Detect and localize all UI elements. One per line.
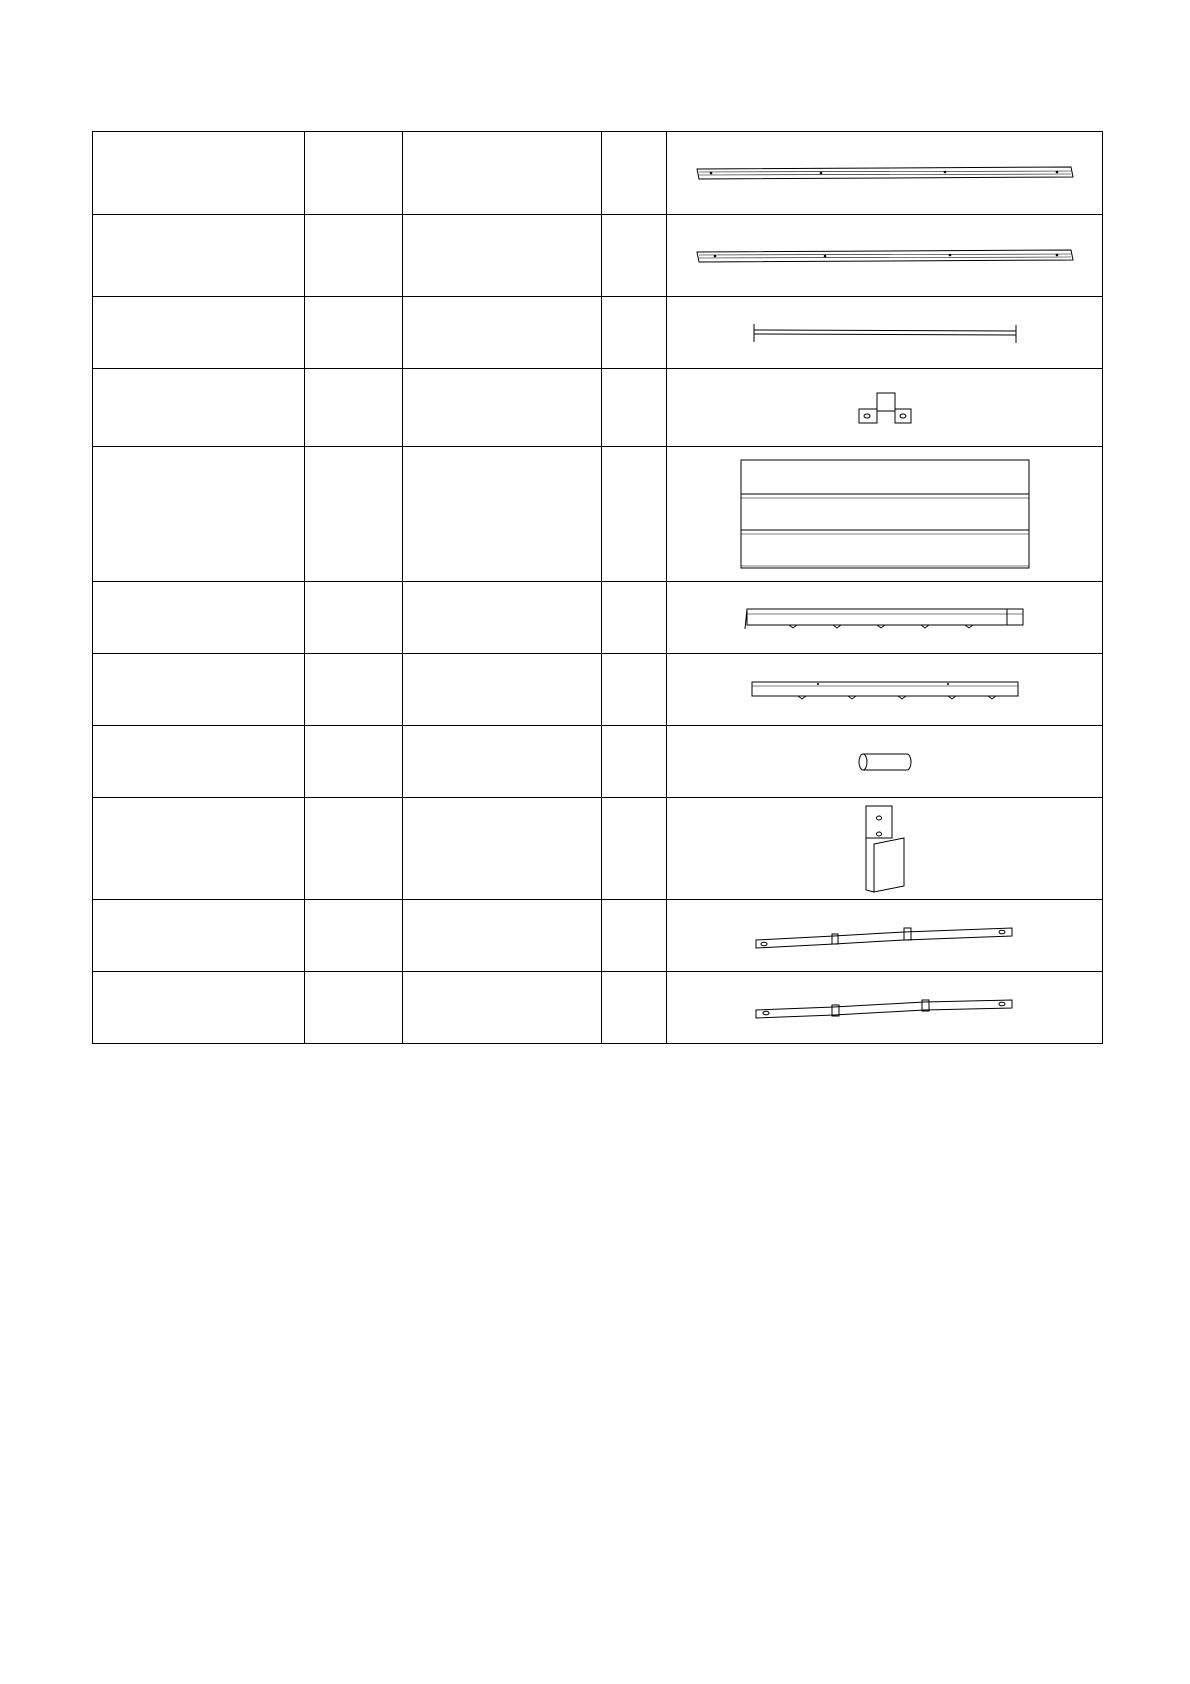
part-code-cell — [305, 972, 403, 1044]
part-spec-cell — [403, 447, 602, 582]
part-name-cell — [93, 447, 305, 582]
part-spec-cell — [403, 369, 602, 447]
part-image-cell — [667, 369, 1103, 447]
part-spec-cell — [403, 297, 602, 369]
part-code-cell — [305, 297, 403, 369]
part-image-cell — [667, 900, 1103, 972]
part-spec-cell — [403, 972, 602, 1044]
part-spec-cell — [403, 654, 602, 726]
part-name-cell — [93, 132, 305, 215]
part-qty-cell — [602, 972, 667, 1044]
part-qty-cell — [602, 654, 667, 726]
part-image-cell — [667, 132, 1103, 215]
table-row — [93, 215, 1103, 297]
angle-bracket-icon — [862, 804, 908, 894]
thin-bar-icon — [750, 322, 1020, 344]
table-row — [93, 900, 1103, 972]
corrugated-panel-icon — [739, 458, 1031, 570]
part-code-cell — [305, 900, 403, 972]
part-spec-cell — [403, 215, 602, 297]
slotted-channel-icon — [748, 678, 1022, 702]
part-spec-cell — [403, 798, 602, 900]
long-rail-with-holes-icon — [695, 247, 1075, 265]
table-row — [93, 972, 1103, 1044]
part-code-cell — [305, 582, 403, 654]
part-image-cell — [667, 447, 1103, 582]
flat-strap-icon — [754, 996, 1016, 1020]
part-name-cell — [93, 297, 305, 369]
part-qty-cell — [602, 215, 667, 297]
flat-strap-icon — [754, 922, 1016, 950]
part-qty-cell — [602, 297, 667, 369]
part-name-cell — [93, 798, 305, 900]
part-name-cell — [93, 215, 305, 297]
table-row — [93, 447, 1103, 582]
table-row — [93, 798, 1103, 900]
table-row — [93, 582, 1103, 654]
part-name-cell — [93, 369, 305, 447]
part-spec-cell — [403, 900, 602, 972]
part-code-cell — [305, 369, 403, 447]
part-qty-cell — [602, 900, 667, 972]
parts-list-table — [92, 131, 1103, 1044]
table-row — [93, 132, 1103, 215]
hat-bracket-icon — [857, 391, 913, 425]
table-row — [93, 726, 1103, 798]
part-image-cell — [667, 297, 1103, 369]
part-name-cell — [93, 726, 305, 798]
part-spec-cell — [403, 132, 602, 215]
part-code-cell — [305, 447, 403, 582]
part-qty-cell — [602, 582, 667, 654]
part-spec-cell — [403, 726, 602, 798]
part-code-cell — [305, 215, 403, 297]
part-spec-cell — [403, 582, 602, 654]
part-name-cell — [93, 972, 305, 1044]
part-name-cell — [93, 582, 305, 654]
part-image-cell — [667, 215, 1103, 297]
tube-spacer-icon — [857, 752, 913, 772]
part-image-cell — [667, 972, 1103, 1044]
part-image-cell — [667, 726, 1103, 798]
long-rail-with-holes-icon — [695, 163, 1075, 183]
table-row — [93, 297, 1103, 369]
part-qty-cell — [602, 798, 667, 900]
table-row — [93, 654, 1103, 726]
part-qty-cell — [602, 447, 667, 582]
slotted-channel-icon — [743, 605, 1027, 631]
part-image-cell — [667, 798, 1103, 900]
part-name-cell — [93, 654, 305, 726]
part-code-cell — [305, 132, 403, 215]
table-row — [93, 369, 1103, 447]
part-name-cell — [93, 900, 305, 972]
part-qty-cell — [602, 369, 667, 447]
part-code-cell — [305, 798, 403, 900]
part-image-cell — [667, 654, 1103, 726]
part-qty-cell — [602, 132, 667, 215]
part-code-cell — [305, 654, 403, 726]
part-qty-cell — [602, 726, 667, 798]
part-image-cell — [667, 582, 1103, 654]
part-code-cell — [305, 726, 403, 798]
